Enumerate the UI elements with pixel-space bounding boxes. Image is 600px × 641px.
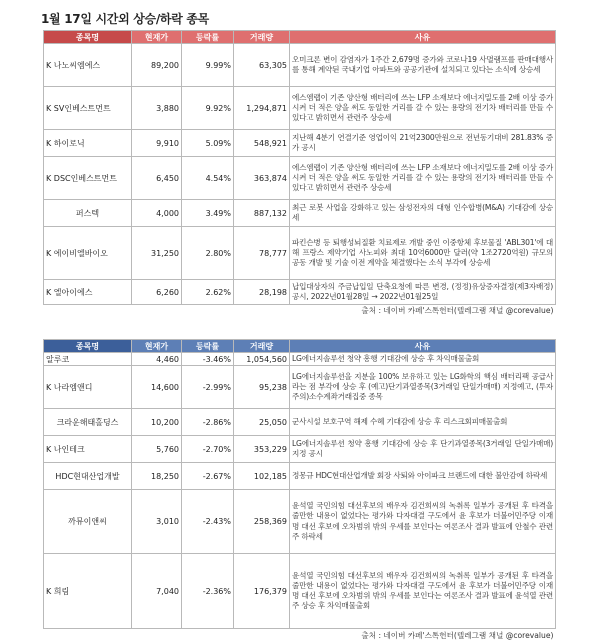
stock-price: 18,250 bbox=[132, 463, 182, 490]
table-row bbox=[44, 463, 556, 490]
stock-change: 2.62% bbox=[182, 280, 234, 305]
stock-reason: 오미크론 변이 감염자가 1주간 2,679명 증가와 코로나19 사멸램프를 판매대행사를 통해 계약된 국내기업 아파트와 공공기관에 설치되고 있다는 소식에 상승세 bbox=[290, 44, 556, 87]
stock-price: 10,200 bbox=[132, 409, 182, 436]
stock-change: 2.80% bbox=[182, 227, 234, 280]
stock-volume: 78,777 bbox=[234, 227, 290, 280]
stock-change: 9.92% bbox=[182, 87, 234, 130]
stock-reason: 최근 로봇 사업을 강화하고 있는 삼성전자의 대형 인수합병(M&A) 기대감에 상승세 bbox=[290, 200, 556, 227]
stock-price: 9,910 bbox=[132, 130, 182, 157]
stock-price: 6,260 bbox=[132, 280, 182, 305]
stock-name: K SV인베스트먼트 bbox=[44, 87, 132, 130]
table-row bbox=[44, 366, 556, 409]
table-row bbox=[44, 353, 556, 366]
stock-volume: 1,294,871 bbox=[234, 87, 290, 130]
stock-reason: 지난해 4분기 연결기준 영업이익 21억2300만원으로 전년동기대비 281.83% 증가 공시 bbox=[290, 130, 556, 157]
stock-change: -3.46% bbox=[182, 353, 234, 366]
stock-volume: 258,369 bbox=[234, 490, 290, 554]
stock-reason: 파킨슨병 등 퇴행성뇌질환 치료제로 개발 중인 이중항체 후보물질 'ABL301'에 대해 프랑스 제약기업 사노피와 최대 10억6000만 달러(약 1조2720억원) 규모의 공동 개발 및 기술 이전 계약을 체결했다는 소식 부각에 상승세 bbox=[290, 227, 556, 280]
stock-price: 6,450 bbox=[132, 157, 182, 200]
stock-reason: LG에너지솔루션을 지분을 100% 보유하고 있는 LG화학의 핵심 배터리팩 공급사라는 점 부각에 상승 후 (예고)단기과열종목(3거래일 단일가매매) 지정예고, (투자주의)소수계좌거래집중 종목 bbox=[290, 366, 556, 409]
header-volume: 거래량 bbox=[234, 31, 290, 44]
stock-volume: 102,185 bbox=[234, 463, 290, 490]
stock-name: K 희림 bbox=[44, 554, 132, 629]
table-row bbox=[44, 227, 556, 280]
stock-name: K DSC인베스트먼트 bbox=[44, 157, 132, 200]
stock-volume: 1,054,560 bbox=[234, 353, 290, 366]
stock-name: 크라운해태홀딩스 bbox=[44, 409, 132, 436]
stock-name: K 에이비엘바이오 bbox=[44, 227, 132, 280]
gainers-table bbox=[43, 30, 556, 316]
stock-volume: 548,921 bbox=[234, 130, 290, 157]
stock-price: 4,000 bbox=[132, 200, 182, 227]
source-credit: 출처 : 네이버 카페'스톡헌터(텔레그램 채널 @corevalue) bbox=[44, 629, 556, 641]
stock-reason: 정몽규 HDC현대산업개발 회장 사퇴와 아이파크 브랜드에 대한 불안감에 하락세 bbox=[290, 463, 556, 490]
stock-price: 31,250 bbox=[132, 227, 182, 280]
header-change: 등락률 bbox=[182, 31, 234, 44]
stock-reason: 군사시설 보호구역 해제 수혜 기대감에 상승 후 리스크회피매물출회 bbox=[290, 409, 556, 436]
stock-change: 5.09% bbox=[182, 130, 234, 157]
stock-name: K 하이로닉 bbox=[44, 130, 132, 157]
stock-change: 9.99% bbox=[182, 44, 234, 87]
stock-volume: 25,050 bbox=[234, 409, 290, 436]
stock-change: -2.43% bbox=[182, 490, 234, 554]
gainers-header-row bbox=[44, 31, 556, 44]
losers-table bbox=[43, 339, 556, 641]
stock-reason: LG에너지솔루션 청약 흥행 기대감에 상승 후 단기과열종목(3거래일 단일가매매) 지정 공시 bbox=[290, 436, 556, 463]
header-volume: 거래량 bbox=[234, 340, 290, 353]
stock-name: K 나인테크 bbox=[44, 436, 132, 463]
stock-change: -2.67% bbox=[182, 463, 234, 490]
stock-price: 89,200 bbox=[132, 44, 182, 87]
table-row bbox=[44, 436, 556, 463]
header-change: 등락률 bbox=[182, 340, 234, 353]
stock-change: 4.54% bbox=[182, 157, 234, 200]
stock-reason: 윤석열 국민의힘 대선후보의 배우자 김건희씨의 녹취록 일부가 공개된 후 타격을 줄만한 내용이 없었다는 평가와 다자대결 구도에서 윤 후보가 더불어민주당 이재명 대선 후보에 오차범위 밖의 우세를 보인다는 여론조사 결과 발표에 윤석열 관련주 상승 후 차익매물출회 bbox=[290, 554, 556, 629]
stock-name: K 나노씨엠에스 bbox=[44, 44, 132, 87]
stock-reason: 납입대상자의 주금납입일 단축요청에 따른 변경, (정정)유상증자결정(제3자배정) 공시, 2022년01월28일 → 2022년01월25일 bbox=[290, 280, 556, 305]
table-row bbox=[44, 44, 556, 87]
stock-name: K 나라엠앤디 bbox=[44, 366, 132, 409]
table-row bbox=[44, 490, 556, 554]
stock-name: 알루코 bbox=[44, 353, 132, 366]
table-row bbox=[44, 87, 556, 130]
stock-name: HDC현대산업개발 bbox=[44, 463, 132, 490]
stock-name: 까뮤이앤씨 bbox=[44, 490, 132, 554]
stock-change: 3.49% bbox=[182, 200, 234, 227]
table-row bbox=[44, 554, 556, 629]
stock-reason: 에스엠랩이 기존 양산형 배터리에 쓰는 LFP 소재보다 에너지밀도를 2배 이상 증가시켜 더 적은 양을 써도 동일한 거리를 갈 수 있는 용량의 전기차 배터리를 만들 수 있다고 밝히면서 관련주 상승세 bbox=[290, 87, 556, 130]
header-price: 현재가 bbox=[132, 340, 182, 353]
stock-name: 퍼스텍 bbox=[44, 200, 132, 227]
header-reason: 사유 bbox=[290, 340, 556, 353]
stock-price: 7,040 bbox=[132, 554, 182, 629]
stock-volume: 353,229 bbox=[234, 436, 290, 463]
header-name: 종목명 bbox=[44, 340, 132, 353]
stock-reason: 윤석열 국민의힘 대선후보의 배우자 김건희씨의 녹취록 일부가 공개된 후 타격을 줄만한 내용이 없었다는 평가와 다자대결 구도에서 윤 후보가 더불어민주당 이재명 대선 후보에 오차범위 밖의 우세를 보인다는 여론조사 결과 발표에 안철수 관련주 하락세 bbox=[290, 490, 556, 554]
header-reason: 사유 bbox=[290, 31, 556, 44]
header-name: 종목명 bbox=[44, 31, 132, 44]
stock-price: 3,010 bbox=[132, 490, 182, 554]
table-row bbox=[44, 409, 556, 436]
stock-volume: 887,132 bbox=[234, 200, 290, 227]
stock-reason: 에스엠랩이 기존 양산형 배터리에 쓰는 LFP 소재보다 에너지밀도를 2배 이상 증가시켜 더 적은 양을 써도 동일한 거리를 갈 수 있는 용량의 전기차 배터리를 만들 수 있다고 밝히면서 관련주 상승세 bbox=[290, 157, 556, 200]
stock-volume: 63,305 bbox=[234, 44, 290, 87]
table-row bbox=[44, 157, 556, 200]
losers-header-row bbox=[44, 340, 556, 353]
stock-change: -2.86% bbox=[182, 409, 234, 436]
stock-volume: 176,379 bbox=[234, 554, 290, 629]
stock-name: K 엘아이에스 bbox=[44, 280, 132, 305]
stock-volume: 95,238 bbox=[234, 366, 290, 409]
table-row bbox=[44, 280, 556, 305]
stock-change: -2.99% bbox=[182, 366, 234, 409]
stock-price: 14,600 bbox=[132, 366, 182, 409]
stock-price: 4,460 bbox=[132, 353, 182, 366]
source-credit: 출처 : 네이버 카페'스톡헌터(텔레그램 채널 @corevalue) bbox=[44, 305, 556, 317]
page-title: 1월 17일 시간외 상승/하락 종목 bbox=[41, 10, 209, 27]
stock-price: 5,760 bbox=[132, 436, 182, 463]
stock-change: -2.70% bbox=[182, 436, 234, 463]
header-price: 현재가 bbox=[132, 31, 182, 44]
stock-change: -2.36% bbox=[182, 554, 234, 629]
stock-volume: 28,198 bbox=[234, 280, 290, 305]
table-row bbox=[44, 130, 556, 157]
table-row bbox=[44, 200, 556, 227]
stock-reason: LG에너지솔루션 청약 흥행 기대감에 상승 후 차익매물출회 bbox=[290, 353, 556, 366]
stock-price: 3,880 bbox=[132, 87, 182, 130]
stock-volume: 363,874 bbox=[234, 157, 290, 200]
